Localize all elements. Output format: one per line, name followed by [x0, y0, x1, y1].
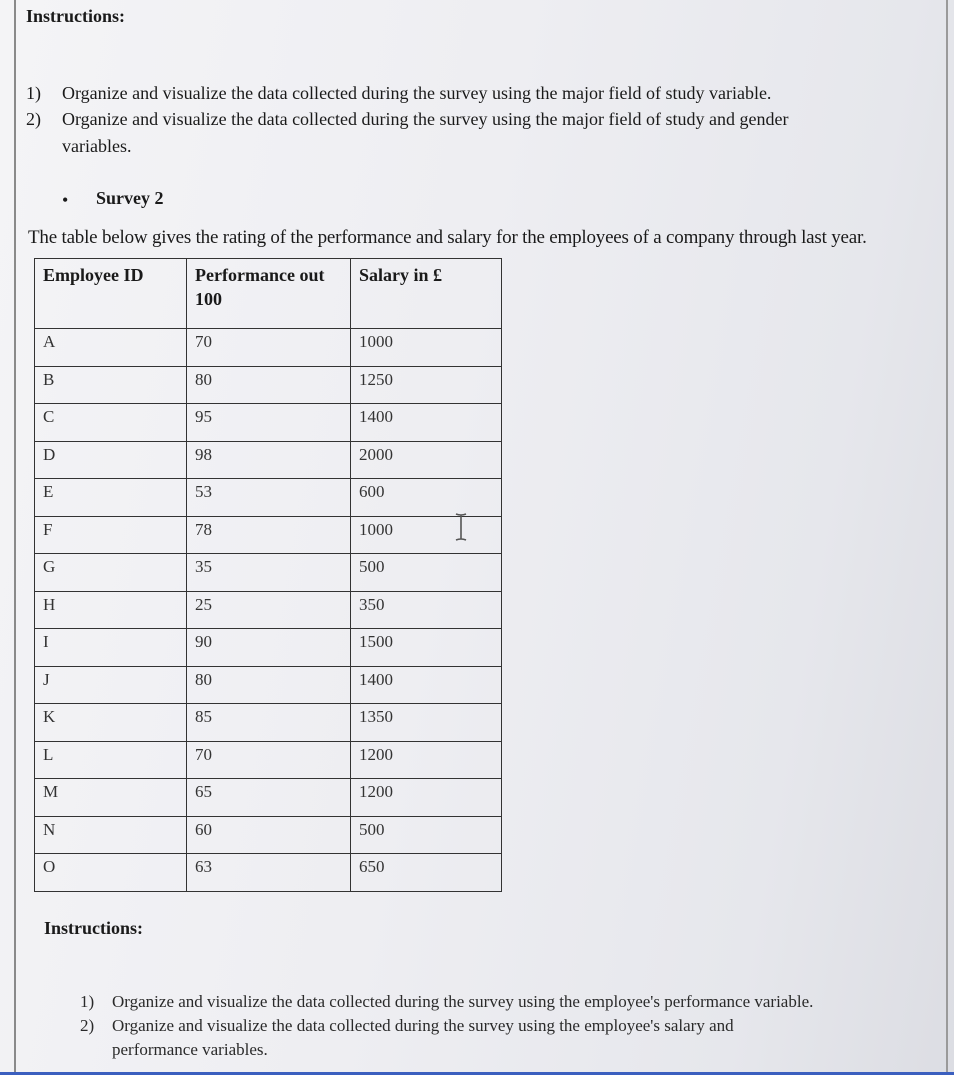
header-salary: Salary in £ [351, 259, 502, 329]
cell-employee-id: M [35, 779, 187, 817]
header-performance: Performance out 100 [187, 259, 351, 329]
table-header-row [35, 259, 502, 329]
instruction-item-2-continuation: variables. [62, 136, 132, 156]
list-number: 1) [80, 992, 95, 1011]
table-row [35, 666, 502, 704]
cell-performance: 85 [187, 704, 351, 742]
cell-salary: 500 [351, 816, 502, 854]
cell-employee-id: A [35, 329, 187, 367]
cell-performance: 80 [187, 366, 351, 404]
cell-salary: 1000 [351, 329, 502, 367]
table-row [35, 854, 502, 892]
cell-performance: 65 [187, 779, 351, 817]
table-row [35, 554, 502, 592]
cell-employee-id: O [35, 854, 187, 892]
instructions-heading: Instructions: [26, 6, 126, 26]
cell-performance: 25 [187, 591, 351, 629]
table-row [35, 741, 502, 779]
cell-salary: 600 [351, 479, 502, 517]
cell-salary: 350 [351, 591, 502, 629]
list-text: Organize and visualize the data collected during the survey using the employee's salary and [112, 1016, 734, 1035]
cell-employee-id: K [35, 704, 187, 742]
list-text: Organize and visualize the data collected during the survey using the employee's performance variable. [112, 992, 814, 1011]
cell-salary: 1000 [351, 516, 502, 554]
cell-performance: 70 [187, 329, 351, 367]
instruction-item-2 [26, 109, 788, 130]
cell-salary: 1400 [351, 404, 502, 442]
table-row [35, 366, 502, 404]
cell-salary: 1200 [351, 779, 502, 817]
header-employee-id: Employee ID [35, 259, 187, 329]
cell-salary: 1400 [351, 666, 502, 704]
instruction-item-1 [26, 83, 771, 104]
list-number: 1) [26, 83, 41, 103]
table-caption: The table below gives the rating of the performance and salary for the employees of a company through last year. [28, 227, 867, 248]
table-row [35, 704, 502, 742]
cell-performance: 98 [187, 441, 351, 479]
list-number: 2) [26, 109, 41, 129]
cell-performance: 60 [187, 816, 351, 854]
list-number: 2) [80, 1016, 95, 1035]
table-row [35, 441, 502, 479]
cell-performance: 53 [187, 479, 351, 517]
cell-salary: 2000 [351, 441, 502, 479]
cell-employee-id: C [35, 404, 187, 442]
cell-salary: 1200 [351, 741, 502, 779]
table-row [35, 629, 502, 667]
cell-employee-id: E [35, 479, 187, 517]
table-row [35, 404, 502, 442]
cell-performance: 95 [187, 404, 351, 442]
table-row [35, 779, 502, 817]
table-row [35, 329, 502, 367]
cell-salary: 1350 [351, 704, 502, 742]
cell-employee-id: H [35, 591, 187, 629]
bullet-icon: • [62, 190, 69, 210]
cell-performance: 90 [187, 629, 351, 667]
instruction-item-2-continuation: performance variables. [112, 1040, 268, 1059]
cell-salary: 500 [351, 554, 502, 592]
cell-performance: 78 [187, 516, 351, 554]
instructions-heading: Instructions: [44, 918, 144, 938]
cell-employee-id: I [35, 629, 187, 667]
cell-employee-id: F [35, 516, 187, 554]
cell-salary: 1250 [351, 366, 502, 404]
instruction-item-2 [80, 1016, 734, 1036]
cell-performance: 70 [187, 741, 351, 779]
text-cursor-icon [452, 512, 470, 542]
list-text: Organize and visualize the data collected during the survey using the major field of study variable. [62, 83, 772, 103]
cell-employee-id: B [35, 366, 187, 404]
table-row [35, 516, 502, 554]
cell-salary: 650 [351, 854, 502, 892]
cell-performance: 63 [187, 854, 351, 892]
cell-performance: 35 [187, 554, 351, 592]
cell-performance: 80 [187, 666, 351, 704]
table-row [35, 816, 502, 854]
cell-employee-id: L [35, 741, 187, 779]
employee-table [34, 258, 502, 892]
survey-label: Survey 2 [96, 188, 164, 208]
list-text: Organize and visualize the data collected during the survey using the major field of study and gender [62, 109, 789, 129]
cell-employee-id: D [35, 441, 187, 479]
cell-salary: 1500 [351, 629, 502, 667]
cell-employee-id: J [35, 666, 187, 704]
instruction-item-1 [80, 992, 813, 1012]
table-row [35, 479, 502, 517]
cell-employee-id: N [35, 816, 187, 854]
table-row [35, 591, 502, 629]
cell-employee-id: G [35, 554, 187, 592]
